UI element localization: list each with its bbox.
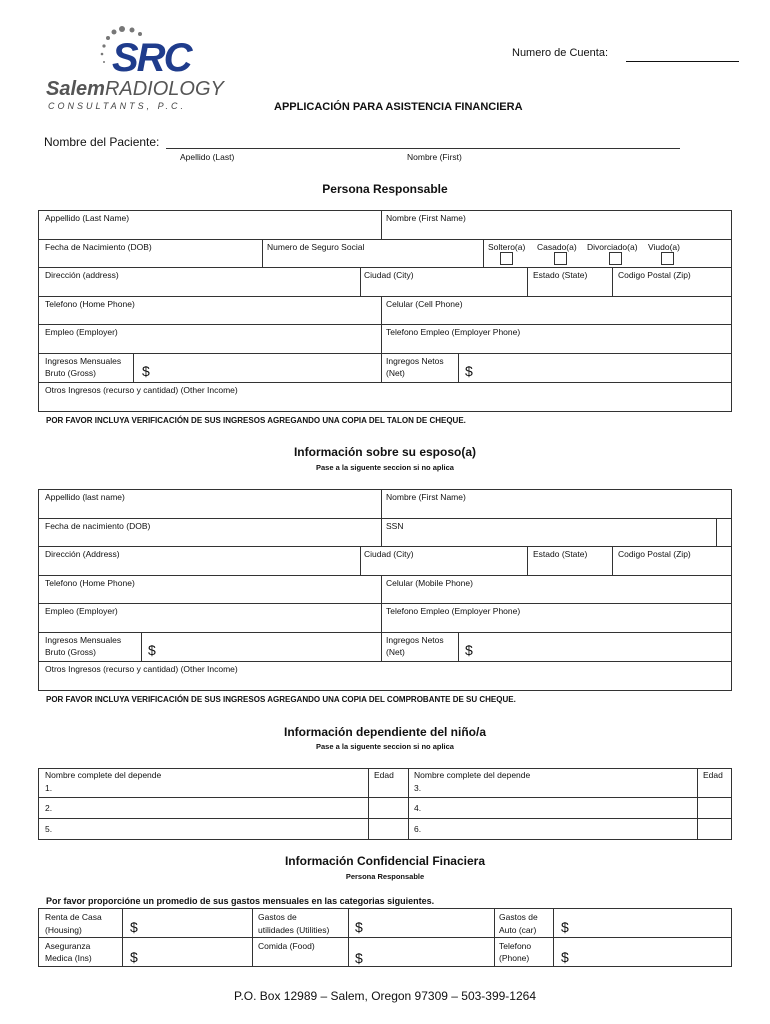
spouse-dob[interactable]: Fecha de nacimiento (DOB): [45, 521, 151, 531]
spouse-employer[interactable]: Empleo (Employer): [45, 606, 118, 616]
logo-name: SalemRADIOLOGY: [46, 78, 224, 100]
expenses-prompt: Por favor proporcióne un promedio de sus gastos mensuales en las categorias siguientes.: [46, 896, 435, 906]
dependents-skip: Pase a la siguente seccion si no aplica: [316, 742, 454, 751]
patient-first-caption: Nombre (First): [407, 152, 462, 162]
spouse-net-input[interactable]: $: [465, 642, 473, 658]
spouse-gross-input[interactable]: $: [148, 642, 156, 658]
spouse-zip[interactable]: Codigo Postal (Zip): [618, 549, 691, 559]
dep-row-2[interactable]: 2.: [45, 803, 53, 813]
resp-income-note: POR FAVOR INCLUYA VERIFICACIÓN DE SUS INGRESOS AGREGANDO UNA COPIA DEL TALON DE CHEQUE.: [46, 416, 466, 425]
dep-name-header-right: Nombre complete del depende: [414, 770, 531, 780]
account-label: Numero de Cuenta:: [512, 47, 608, 59]
spouse-cell-phone[interactable]: Celular (Mobile Phone): [386, 578, 473, 588]
resp-other-income[interactable]: Otros Ingresos (recurso y cantidad) (Other Income): [45, 385, 238, 395]
resp-married-checkbox[interactable]: [554, 252, 567, 265]
patient-last-caption: Apellido (Last): [180, 152, 235, 162]
utilities-input[interactable]: $: [355, 919, 363, 935]
resp-dob[interactable]: Fecha de Nacimiento (DOB): [45, 242, 152, 252]
rent-label-2: (Housing): [45, 925, 82, 935]
spouse-employer-phone[interactable]: Telefono Empleo (Employer Phone): [386, 606, 521, 616]
phone-expense-label-1: Telefono: [499, 941, 532, 951]
confidential-subtitle: Persona Responsable: [345, 872, 425, 881]
spouse-gross-label-1: Ingresos Mensuales: [45, 635, 122, 645]
resp-cell-phone[interactable]: Celular (Cell Phone): [386, 299, 463, 309]
resp-net-input[interactable]: $: [465, 363, 473, 379]
resp-address[interactable]: Dirección (address): [45, 270, 119, 280]
resp-gross-input[interactable]: $: [142, 363, 150, 379]
resp-gross-label-1: Ingresos Mensuales: [45, 356, 122, 366]
utilities-label-1: Gastos de: [258, 912, 297, 922]
auto-input[interactable]: $: [561, 919, 569, 935]
spouse-skip: Pase a la siguente seccion si no aplica: [316, 463, 454, 472]
insurance-label-2: Medica (Ins): [45, 953, 92, 963]
spouse-last-name[interactable]: Appellido (last name): [45, 492, 125, 502]
resp-widowed-checkbox[interactable]: [661, 252, 674, 265]
spouse-state[interactable]: Estado (State): [533, 549, 588, 559]
resp-zip[interactable]: Codigo Postal (Zip): [618, 270, 691, 280]
spouse-gross-label-2: Bruto (Gross): [45, 647, 97, 657]
resp-married-label: Casado(a): [537, 242, 577, 252]
auto-label-1: Gastos de: [499, 912, 538, 922]
resp-home-phone[interactable]: Telefono (Home Phone): [45, 299, 135, 309]
patient-label: Nombre del Paciente:: [44, 135, 160, 149]
utilities-label-2: utilidades (Utilities): [258, 925, 330, 935]
dep-row-1[interactable]: 1.: [45, 783, 53, 793]
dep-row-4[interactable]: 4.: [414, 803, 422, 813]
dep-row-3[interactable]: 3.: [414, 783, 422, 793]
resp-widowed-label: Viudo(a): [648, 242, 680, 252]
spouse-home-phone[interactable]: Telefono (Home Phone): [45, 578, 135, 588]
resp-gross-label-2: Bruto (Gross): [45, 368, 97, 378]
spouse-net-label-1: Ingregos Netos: [386, 635, 444, 645]
logo: [44, 24, 224, 114]
spouse-other-income[interactable]: Otros Ingresos (recurso y cantidad) (Other Income): [45, 664, 238, 674]
spouse-title: Información sobre su esposo(a): [293, 445, 477, 459]
resp-ssn[interactable]: Numero de Seguro Social: [267, 242, 365, 252]
resp-net-label-2: (Net): [386, 368, 405, 378]
logo-abbr: SRC: [112, 36, 191, 80]
food-label: Comida (Food): [258, 941, 315, 951]
responsible-title: Persona Responsable: [322, 182, 448, 196]
spouse-first-name[interactable]: Nombre (First Name): [386, 492, 466, 502]
spouse-ssn[interactable]: SSN: [386, 521, 404, 531]
dependents-title: Información dependiente del niño/a: [283, 725, 487, 739]
resp-divorced-label: Divorciado(a): [587, 242, 638, 252]
rent-input[interactable]: $: [130, 919, 138, 935]
logo-tag: CONSULTANTS, P.C.: [48, 101, 187, 111]
resp-single-checkbox[interactable]: [500, 252, 513, 265]
footer-address: P.O. Box 12989 – Salem, Oregon 97309 – 503-399-1264: [234, 989, 536, 1003]
patient-name-field[interactable]: [166, 148, 680, 149]
phone-expense-input[interactable]: $: [561, 949, 569, 965]
resp-last-name[interactable]: Appellido (Last Name): [45, 213, 130, 223]
food-input[interactable]: $: [355, 950, 363, 966]
resp-city[interactable]: Ciudad (City): [364, 270, 414, 280]
insurance-label-1: Aseguranza: [45, 941, 91, 951]
resp-divorced-checkbox[interactable]: [609, 252, 622, 265]
insurance-input[interactable]: $: [130, 949, 138, 965]
dep-age-header-right: Edad: [703, 770, 723, 780]
phone-expense-label-2: (Phone): [499, 953, 530, 963]
resp-net-label-1: Ingregos Netos: [386, 356, 444, 366]
form-title: APPLICACIÓN PARA ASISTENCIA FINANCIERA: [274, 101, 523, 113]
dep-row-5[interactable]: 5.: [45, 824, 53, 834]
dep-age-header-left: Edad: [374, 770, 394, 780]
spouse-net-label-2: (Net): [386, 647, 405, 657]
resp-employer[interactable]: Empleo (Employer): [45, 327, 118, 337]
dep-row-6[interactable]: 6.: [414, 824, 422, 834]
rent-label-1: Renta de Casa: [45, 912, 102, 922]
account-field[interactable]: [626, 61, 739, 62]
dep-name-header-left: Nombre complete del depende: [45, 770, 162, 780]
auto-label-2: Auto (car): [499, 925, 537, 935]
resp-employer-phone[interactable]: Telefono Empleo (Employer Phone): [386, 327, 521, 337]
resp-single-label: Soltero(a): [488, 242, 526, 252]
confidential-title: Información Confidencial Finaciera: [284, 854, 486, 868]
spouse-address[interactable]: Dirección (Address): [45, 549, 120, 559]
resp-first-name[interactable]: Nombre (First Name): [386, 213, 466, 223]
spouse-income-note: POR FAVOR INCLUYA VERIFICACIÓN DE SUS INGRESOS AGREGANDO UNA COPIA DEL COMPROBANTE DE SU CHEQUE.: [46, 695, 516, 704]
spouse-city[interactable]: Ciudad (City): [364, 549, 414, 559]
resp-state[interactable]: Estado (State): [533, 270, 588, 280]
